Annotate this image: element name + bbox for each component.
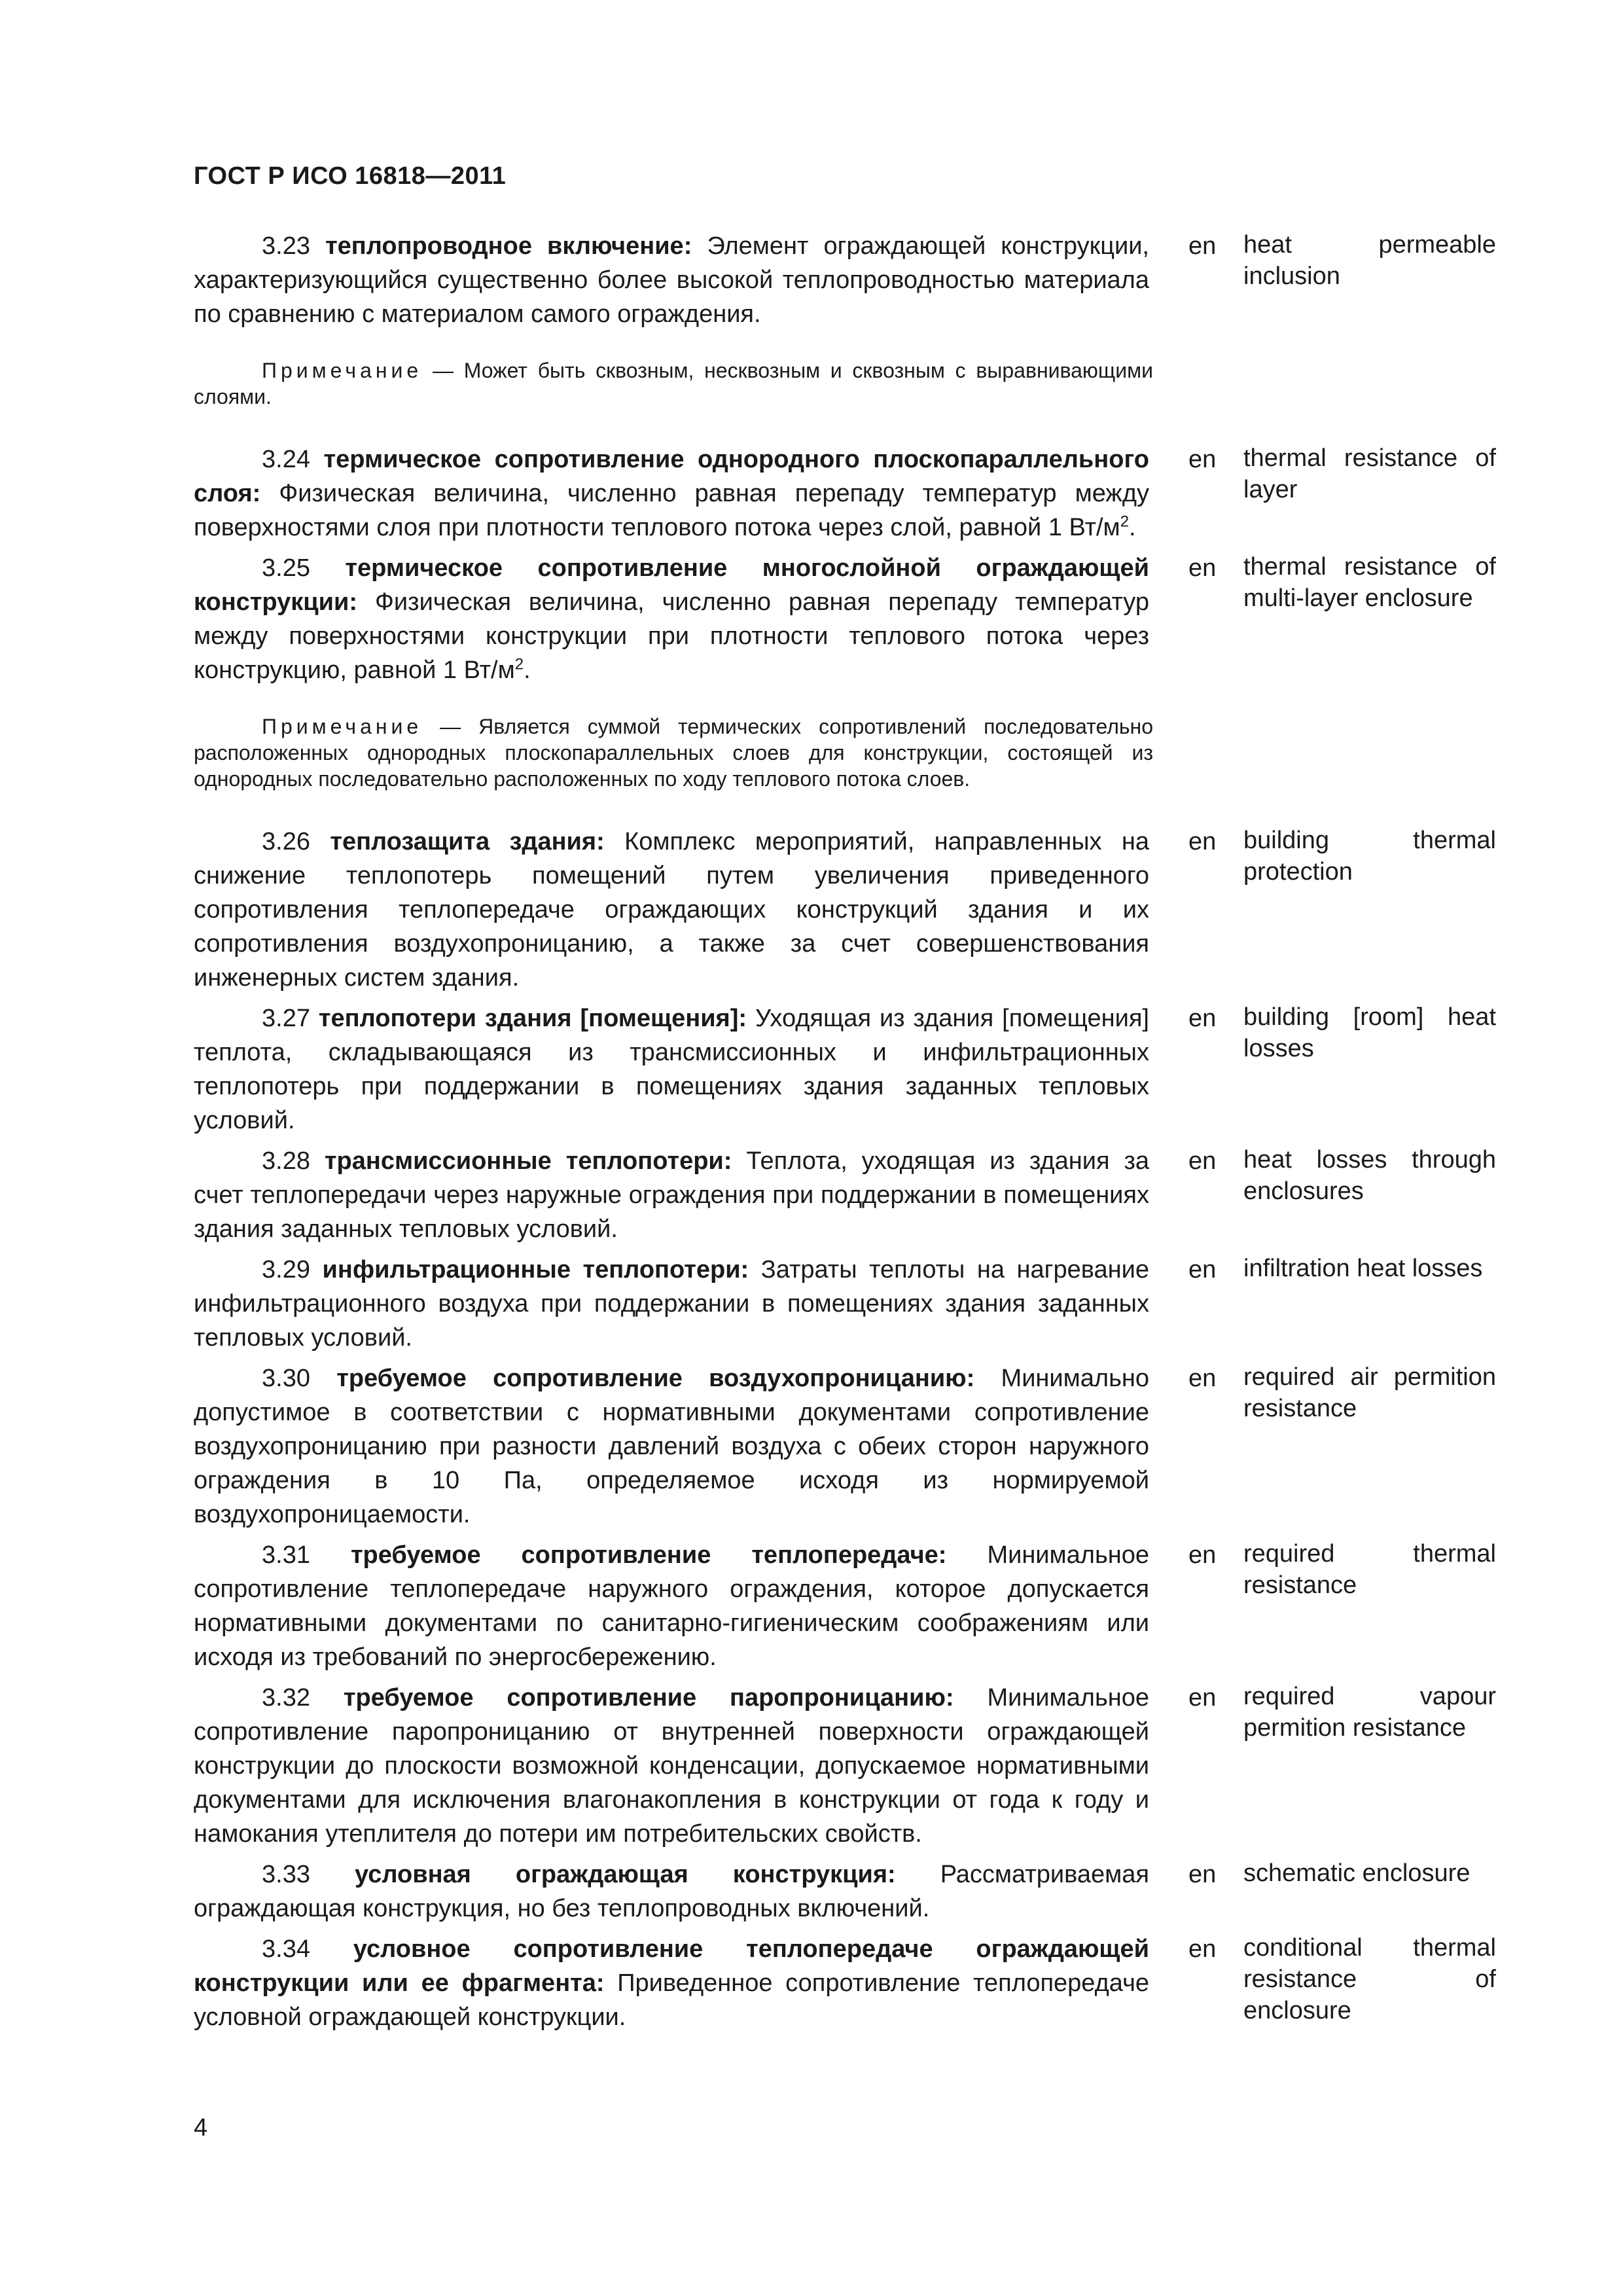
term-number: 3.24 — [262, 446, 310, 473]
language-code: en — [1188, 1365, 1217, 1392]
english-equivalent: thermal resistance of layer — [1243, 444, 1496, 503]
term-name: условная ограждающая конструкция: — [355, 1861, 896, 1888]
english-equivalent: required air permition resistance — [1243, 1363, 1496, 1422]
term-definition-text — [194, 1857, 1153, 1926]
term-name: теплопотери здания [помещения]: — [318, 1005, 747, 1032]
term-number: 3.30 — [262, 1365, 310, 1392]
english-equivalent: building thermal protection — [1243, 827, 1496, 886]
definition-end-punctuation: . — [524, 656, 531, 684]
term-definition-text — [194, 1144, 1153, 1246]
language-code: en — [1188, 1147, 1217, 1175]
english-equivalent: infiltration heat losses — [1243, 1255, 1483, 1282]
unit-superscript: 2 — [1120, 512, 1130, 531]
term-name: термическое сопротивление однородного плоскопараллельного слоя: — [194, 446, 1149, 507]
term-note — [194, 713, 1153, 792]
english-equivalent: required vapour permition resistance — [1243, 1683, 1496, 1742]
term-definition: Уходящая из здания [помещения] теплота, складывающаяся из трансмиссионных и инфильтрационных теплопотерь при поддержании в помещениях здания заданных тепловых условий. — [194, 1005, 1149, 1134]
term-name: требуемое сопротивление теплопередаче: — [350, 1541, 947, 1569]
term-entry — [194, 442, 1503, 545]
term-definition: Рассматриваемая ограждающая конструкция, но без теплопроводных включений. — [194, 1861, 1149, 1922]
note-label: Примечание — [262, 715, 423, 738]
note-label: Примечание — [262, 359, 423, 382]
english-equivalent: building [room] heat losses — [1243, 1003, 1496, 1062]
term-definition: Комплекс мероприятий, направленных на снижение теплопотерь помещений путем увеличения приведенного сопротивления теплопередаче ограждающих конструкций здания и их сопротивления воздухопроницанию, а также за счет совершенствования инженерных систем здания. — [194, 828, 1149, 992]
term-definition: Минимальное сопротивление теплопередаче наружного ограждения, которое допускается нормативными документами по санитарно-гигиеническим соображениям или исходя из требований по энергосбережению. — [194, 1541, 1150, 1671]
term-definition: Минимально допустимое в соответствии с нормативными документами сопротивление воздухопроницанию при разности давлений воздуха с обеих сторон наружного ограждения в 10 Па, определяемое исходя из нормируемой воздухопроницаемости. — [194, 1365, 1149, 1528]
term-entry — [194, 825, 1503, 995]
term-entry — [194, 1932, 1503, 2034]
term-entry — [194, 229, 1503, 331]
term-definition-text — [194, 442, 1153, 545]
term-definition-text — [194, 1681, 1153, 1851]
term-number: 3.23 — [262, 232, 310, 260]
definition-end-punctuation: . — [1129, 514, 1136, 541]
term-number: 3.25 — [262, 554, 310, 582]
term-name: теплопроводное включение: — [325, 232, 692, 260]
term-note — [194, 357, 1153, 410]
english-equivalent: heat permeable inclusion — [1243, 231, 1496, 290]
term-name: требуемое сопротивление паропроницанию: — [343, 1684, 954, 1712]
term-entry — [194, 1538, 1503, 1674]
language-code: en — [1188, 1256, 1217, 1283]
term-definition-text — [194, 1361, 1153, 1532]
note-text: — Может быть сквозным, несквозным и сквозным с выравнивающими слоями. — [194, 359, 1154, 408]
term-definition: Минимальное сопротивление паропроницанию от внутренней поверхности ограждающей конструкции до плоскости возможной конденсации, допускаемое нормативными документами для исключения влагонакопления в конструкции от года к году и намокания утеплителя до потери им потребительских свойств. — [194, 1684, 1150, 1848]
term-definition: Элемент ограждающей конструкции, характеризующийся существенно более высокой теплопроводностью материала по сравнению с материалом самого ограждения. — [194, 232, 1149, 328]
term-number: 3.32 — [262, 1684, 310, 1712]
language-code: en — [1188, 1684, 1217, 1712]
term-definition: Приведенное сопротивление теплопередаче условной ограждающей конструкции. — [194, 1969, 1149, 2031]
english-equivalent: thermal resistance of multi-layer enclosure — [1243, 553, 1496, 612]
term-definition-text — [194, 1253, 1153, 1355]
language-code: en — [1188, 1005, 1217, 1032]
term-entry — [194, 1001, 1503, 1138]
term-entry — [194, 1253, 1503, 1355]
language-code: en — [1188, 232, 1217, 260]
term-entry — [194, 1681, 1503, 1851]
unit-superscript: 2 — [514, 655, 524, 673]
note-text: — Является суммой термических сопротивлений последовательно расположенных однородных плоскопараллельных слоев для конструкции, состоящей из однородных последовательно расположенных по ходу теплового потока слоев. — [194, 715, 1153, 791]
language-code: en — [1188, 446, 1217, 473]
term-name: инфильтрационные теплопотери: — [322, 1256, 749, 1283]
term-definition-text — [194, 1932, 1153, 2034]
language-code: en — [1188, 1541, 1217, 1569]
english-equivalent: required thermal resistance — [1243, 1540, 1496, 1599]
term-number: 3.29 — [262, 1256, 310, 1283]
english-equivalent: heat losses through enclosures — [1243, 1146, 1496, 1205]
term-entry — [194, 1144, 1503, 1246]
term-entry — [194, 1361, 1503, 1532]
term-definition: Физическая величина, численно равная перепаду температур между поверхностями конструкции при плотности теплового потока через конструкцию, равной 1 Вт/м — [194, 588, 1149, 684]
term-name: условное сопротивление теплопередаче ограждающей конструкции или ее фрагмента: — [194, 1935, 1149, 1997]
english-equivalent: schematic enclosure — [1243, 1859, 1471, 1887]
term-number: 3.31 — [262, 1541, 310, 1569]
language-code: en — [1188, 828, 1217, 855]
term-definition-text — [194, 551, 1153, 687]
term-definition-text — [194, 825, 1153, 995]
term-number: 3.28 — [262, 1147, 310, 1175]
term-definition: Физическая величина, численно равная перепаду температур между поверхностями слоя при плотности теплового потока через слой, равной 1 Вт/м — [194, 480, 1149, 541]
english-equivalent: conditional thermal resistance of enclosure — [1243, 1934, 1496, 2024]
term-name: теплозащита здания: — [330, 828, 605, 855]
term-number: 3.27 — [262, 1005, 310, 1032]
term-definition: Теплота, уходящая из здания за счет теплопередачи через наружные ограждения при поддержании в помещениях здания заданных тепловых условий. — [194, 1147, 1150, 1243]
term-number: 3.34 — [262, 1935, 310, 1963]
term-entry — [194, 551, 1503, 687]
language-code: en — [1188, 1935, 1217, 1963]
term-definition-text — [194, 229, 1153, 331]
term-name: требуемое сопротивление воздухопроницанию: — [336, 1365, 975, 1392]
term-definition-text — [194, 1001, 1153, 1138]
terms-list — [194, 229, 1503, 2041]
term-number: 3.33 — [262, 1861, 310, 1888]
document-header: ГОСТ Р ИСО 16818—2011 — [194, 162, 507, 190]
language-code: en — [1188, 554, 1217, 582]
term-entry — [194, 1857, 1503, 1926]
term-name: трансмиссионные теплопотери: — [324, 1147, 732, 1175]
language-code: en — [1188, 1861, 1217, 1888]
page-number: 4 — [194, 2114, 208, 2142]
term-name: термическое сопротивление многослойной ограждающей конструкции: — [194, 554, 1149, 616]
term-number: 3.26 — [262, 828, 310, 855]
term-definition: Затраты теплоты на нагревание инфильтрационного воздуха при поддержании в помещениях здания заданных тепловых условий. — [194, 1256, 1150, 1352]
term-definition-text — [194, 1538, 1153, 1674]
